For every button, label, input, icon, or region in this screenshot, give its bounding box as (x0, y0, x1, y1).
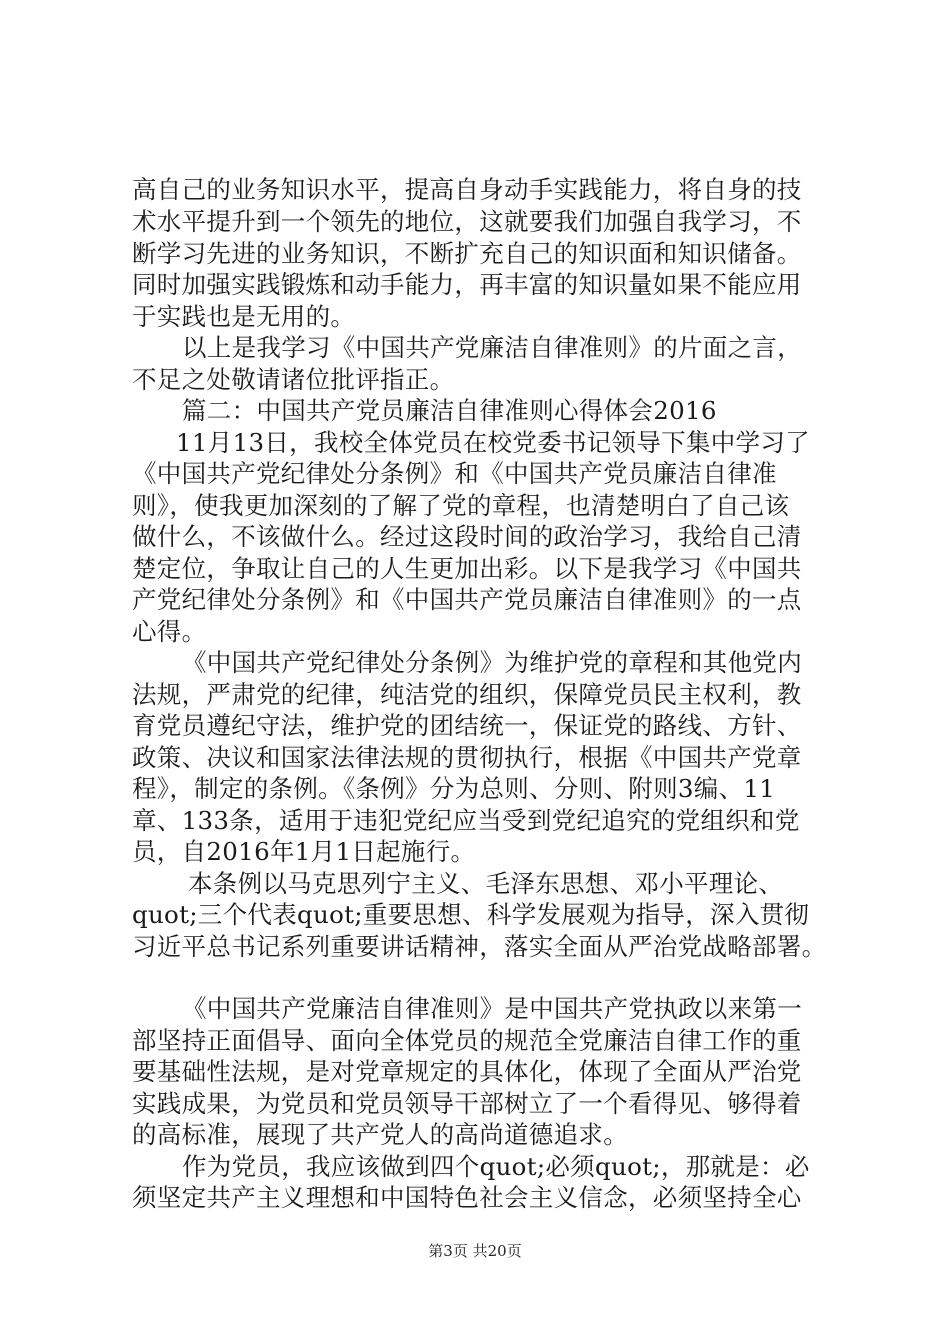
text-line: 实践成果，为党员和党员领导干部树立了一个看得见、够得着 (132, 1089, 802, 1118)
text-line: 高自己的业务知识水平，提高自身动手实践能力，将自身的技 (132, 175, 802, 204)
text-line: 11月13日，我校全体党员在校党委书记领导下集中学习了 (176, 428, 810, 457)
text-line: 心得。 (132, 617, 207, 646)
text-line: 则》，使我更加深刻的了解了党的章程，也清楚明白了自己该 (132, 491, 790, 520)
text-line: 法规，严肃党的纪律，纯洁党的组织，保障党员民主权利，教 (132, 680, 802, 709)
text-line: 断学习先进的业务知识，不断扩充自己的知识面和知识储备。 (132, 239, 802, 268)
text-line: 须坚定共产主义理想和中国特色社会主义信念，必须坚持全心 (132, 1183, 802, 1212)
text-line: 《中国共产党廉洁自律准则》是中国共产党执政以来第一 (182, 994, 802, 1023)
text-line: 要基础性法规，是对党章规定的具体化，体现了全面从严治党 (132, 1057, 802, 1086)
text-line: 章、133条，适用于违犯党纪应当受到党纪追究的党组织和党 (132, 806, 800, 835)
section-heading: 篇二：中国共产党员廉洁自律准则心得体会2016 (182, 396, 717, 425)
text-line: 于实践也是无用的。 (132, 302, 356, 331)
text-line: 不足之处敬请诸位批评指正。 (132, 365, 455, 394)
text-line: 作为党员，我应该做到四个quot;必须quot;，那就是：必 (182, 1152, 810, 1181)
text-line: 本条例以马克思列宁主义、毛泽东思想、邓小平理论、 (188, 869, 784, 898)
text-line: 术水平提升到一个领先的地位，这就要我们加强自我学习，不 (132, 207, 802, 236)
text-line: 政策、决议和国家法律法规的贯彻执行，根据《中国共产党章 (132, 743, 802, 772)
text-line: 楚定位，争取让自己的人生更加出彩。以下是我学习《中国共 (132, 554, 802, 583)
text-line: 的高标准，展现了共产党人的高尚道德追求。 (132, 1120, 628, 1149)
text-line: 部坚持正面倡导、面向全体党员的规范全党廉洁自律工作的重 (132, 1026, 802, 1055)
text-line: 《中国共产党纪律处分条例》和《中国共产党员廉洁自律准 (132, 459, 777, 488)
text-line: 同时加强实践锻炼和动手能力，再丰富的知识量如果不能应用 (132, 270, 802, 299)
text-line: 程》，制定的条例。《条例》分为总则、分则、附则3编、11 (132, 774, 776, 803)
text-line: 做什么，不该做什么。经过这段时间的政治学习，我给自己清 (132, 522, 802, 551)
text-line: 习近平总书记系列重要讲话精神，落实全面从严治党战略部署。 (132, 932, 827, 961)
text-line: 《中国共产党纪律处分条例》为维护党的章程和其他党内 (182, 648, 802, 677)
text-line: 以上是我学习《中国共产党廉洁自律准则》的片面之言， (182, 333, 802, 362)
page-number-footer: 第3页 共20页 (428, 1242, 522, 1260)
text-line: 育党员遵纪守法，维护党的团结统一，保证党的路线、方针、 (132, 711, 802, 740)
text-line: quot;三个代表quot;重要思想、科学发展观为指导，深入贯彻 (132, 900, 810, 929)
text-line: 员，自2016年1月1日起施行。 (132, 837, 476, 866)
text-line: 产党纪律处分条例》和《中国共产党员廉洁自律准则》的一点 (132, 585, 802, 614)
